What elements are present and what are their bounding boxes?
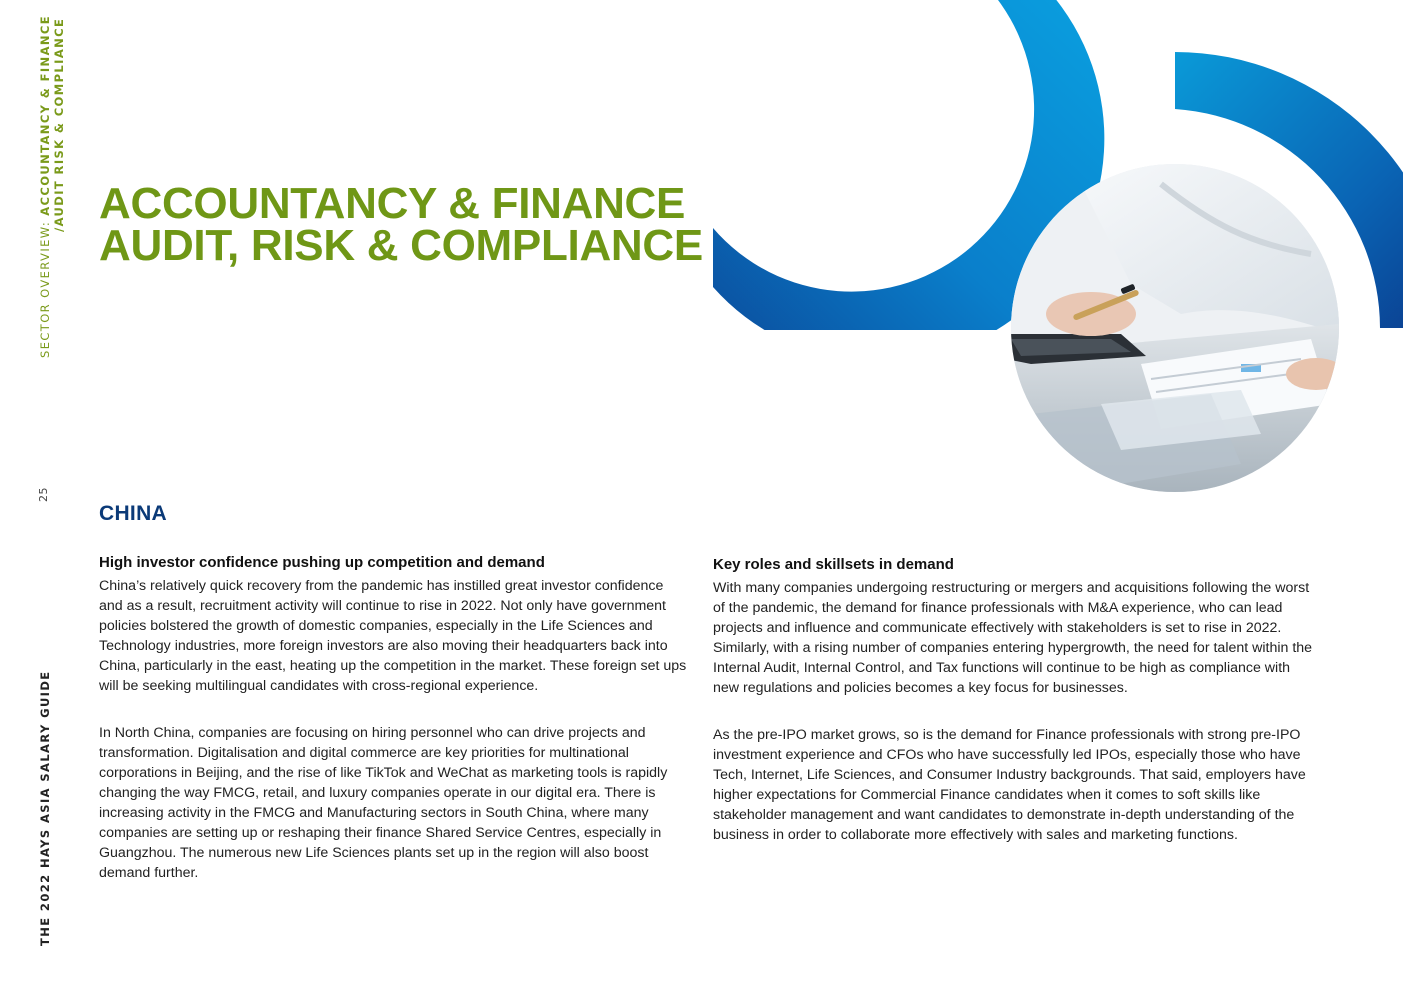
title-line1: ACCOUNTANCY & FINANCE <box>99 179 686 228</box>
sidebar-sector-label <box>38 15 52 358</box>
right-paragraph-2: As the pre-IPO market grows, so is the demand for Finance professionals with strong pre-IPO investment experience and CFOs who have successfully led IPOs, especially those who have Tech, Internet, Life Sciences, and Consumer Industry backgrounds. That said, employers have higher expectations for Commercial Finance candidates when it comes to soft skills like stakeholder management and want candidates to demonstrate in-depth understanding of the business in order to collaborate more effectively with sales and marketing functions. <box>713 727 1306 843</box>
sidebar-sector-line1: ACCOUNTANCY & FINANCE <box>38 15 52 216</box>
photo-illustration <box>1011 164 1339 492</box>
guide-title: THE 2022 HAYS ASIA SALARY GUIDE <box>38 670 52 946</box>
region-heading: CHINA <box>99 502 167 525</box>
left-paragraph-2: In North China, companies are focusing on hiring personnel who can drive projects and transformation. Digitalisation and digital commerce are key priorities for multinational corporations in Beijing, and the rise of like TikTok and WeChat as marketing tools is rapidly changing the way FMCG, retail, and luxury companies operate in our digital era. There is increasing activity in the FMCG and Manufacturing sectors in South China, where many companies are setting up or reshaping their finance Shared Service Centres, especially in Guangzhou. The numerous new Life Sciences plants set up in the region will also boost demand further. <box>99 725 668 881</box>
right-column <box>713 555 1313 845</box>
left-column <box>99 553 689 883</box>
page-number: 25 <box>37 487 50 502</box>
right-paragraph-1: With many companies undergoing restructuring or mergers and acquisitions following the worst of the pandemic, the demand for finance professionals with M&A experience, who can lead projects and influence and communicate effectively with stakeholders is set to rise in 2022. Similarly, with a rising number of companies entering hypergrowth, the need for talent within the Internal Audit, Internal Control, and Tax functions will continue to be high as compliance with new regulations and policies becomes a key focus for businesses. <box>713 580 1313 696</box>
left-column-heading: High investor confidence pushing up competition and demand <box>99 554 545 571</box>
sidebar-sector-prefix: SECTOR OVERVIEW: <box>38 215 52 358</box>
page-title <box>99 179 703 270</box>
title-line2: AUDIT, RISK & COMPLIANCE <box>99 221 703 270</box>
office-photo <box>1011 164 1339 492</box>
right-column-heading: Key roles and skillsets in demand <box>713 556 954 573</box>
left-paragraph-1: China’s relatively quick recovery from the pandemic has instilled great investor confidence and as a result, recruitment activity will continue to rise in 2022. Not only have government policies bolstered the growth of domestic companies, especially in the Life Sciences and Technology industries, more foreign investors are also moving their headquarters back into China, particularly in the east, heating up the competition in the market. These foreign set ups will be seeking multilingual candidates with cross-regional experience. <box>99 578 687 694</box>
sidebar-sector-line2: /AUDIT RISK & COMPLIANCE <box>52 17 66 232</box>
